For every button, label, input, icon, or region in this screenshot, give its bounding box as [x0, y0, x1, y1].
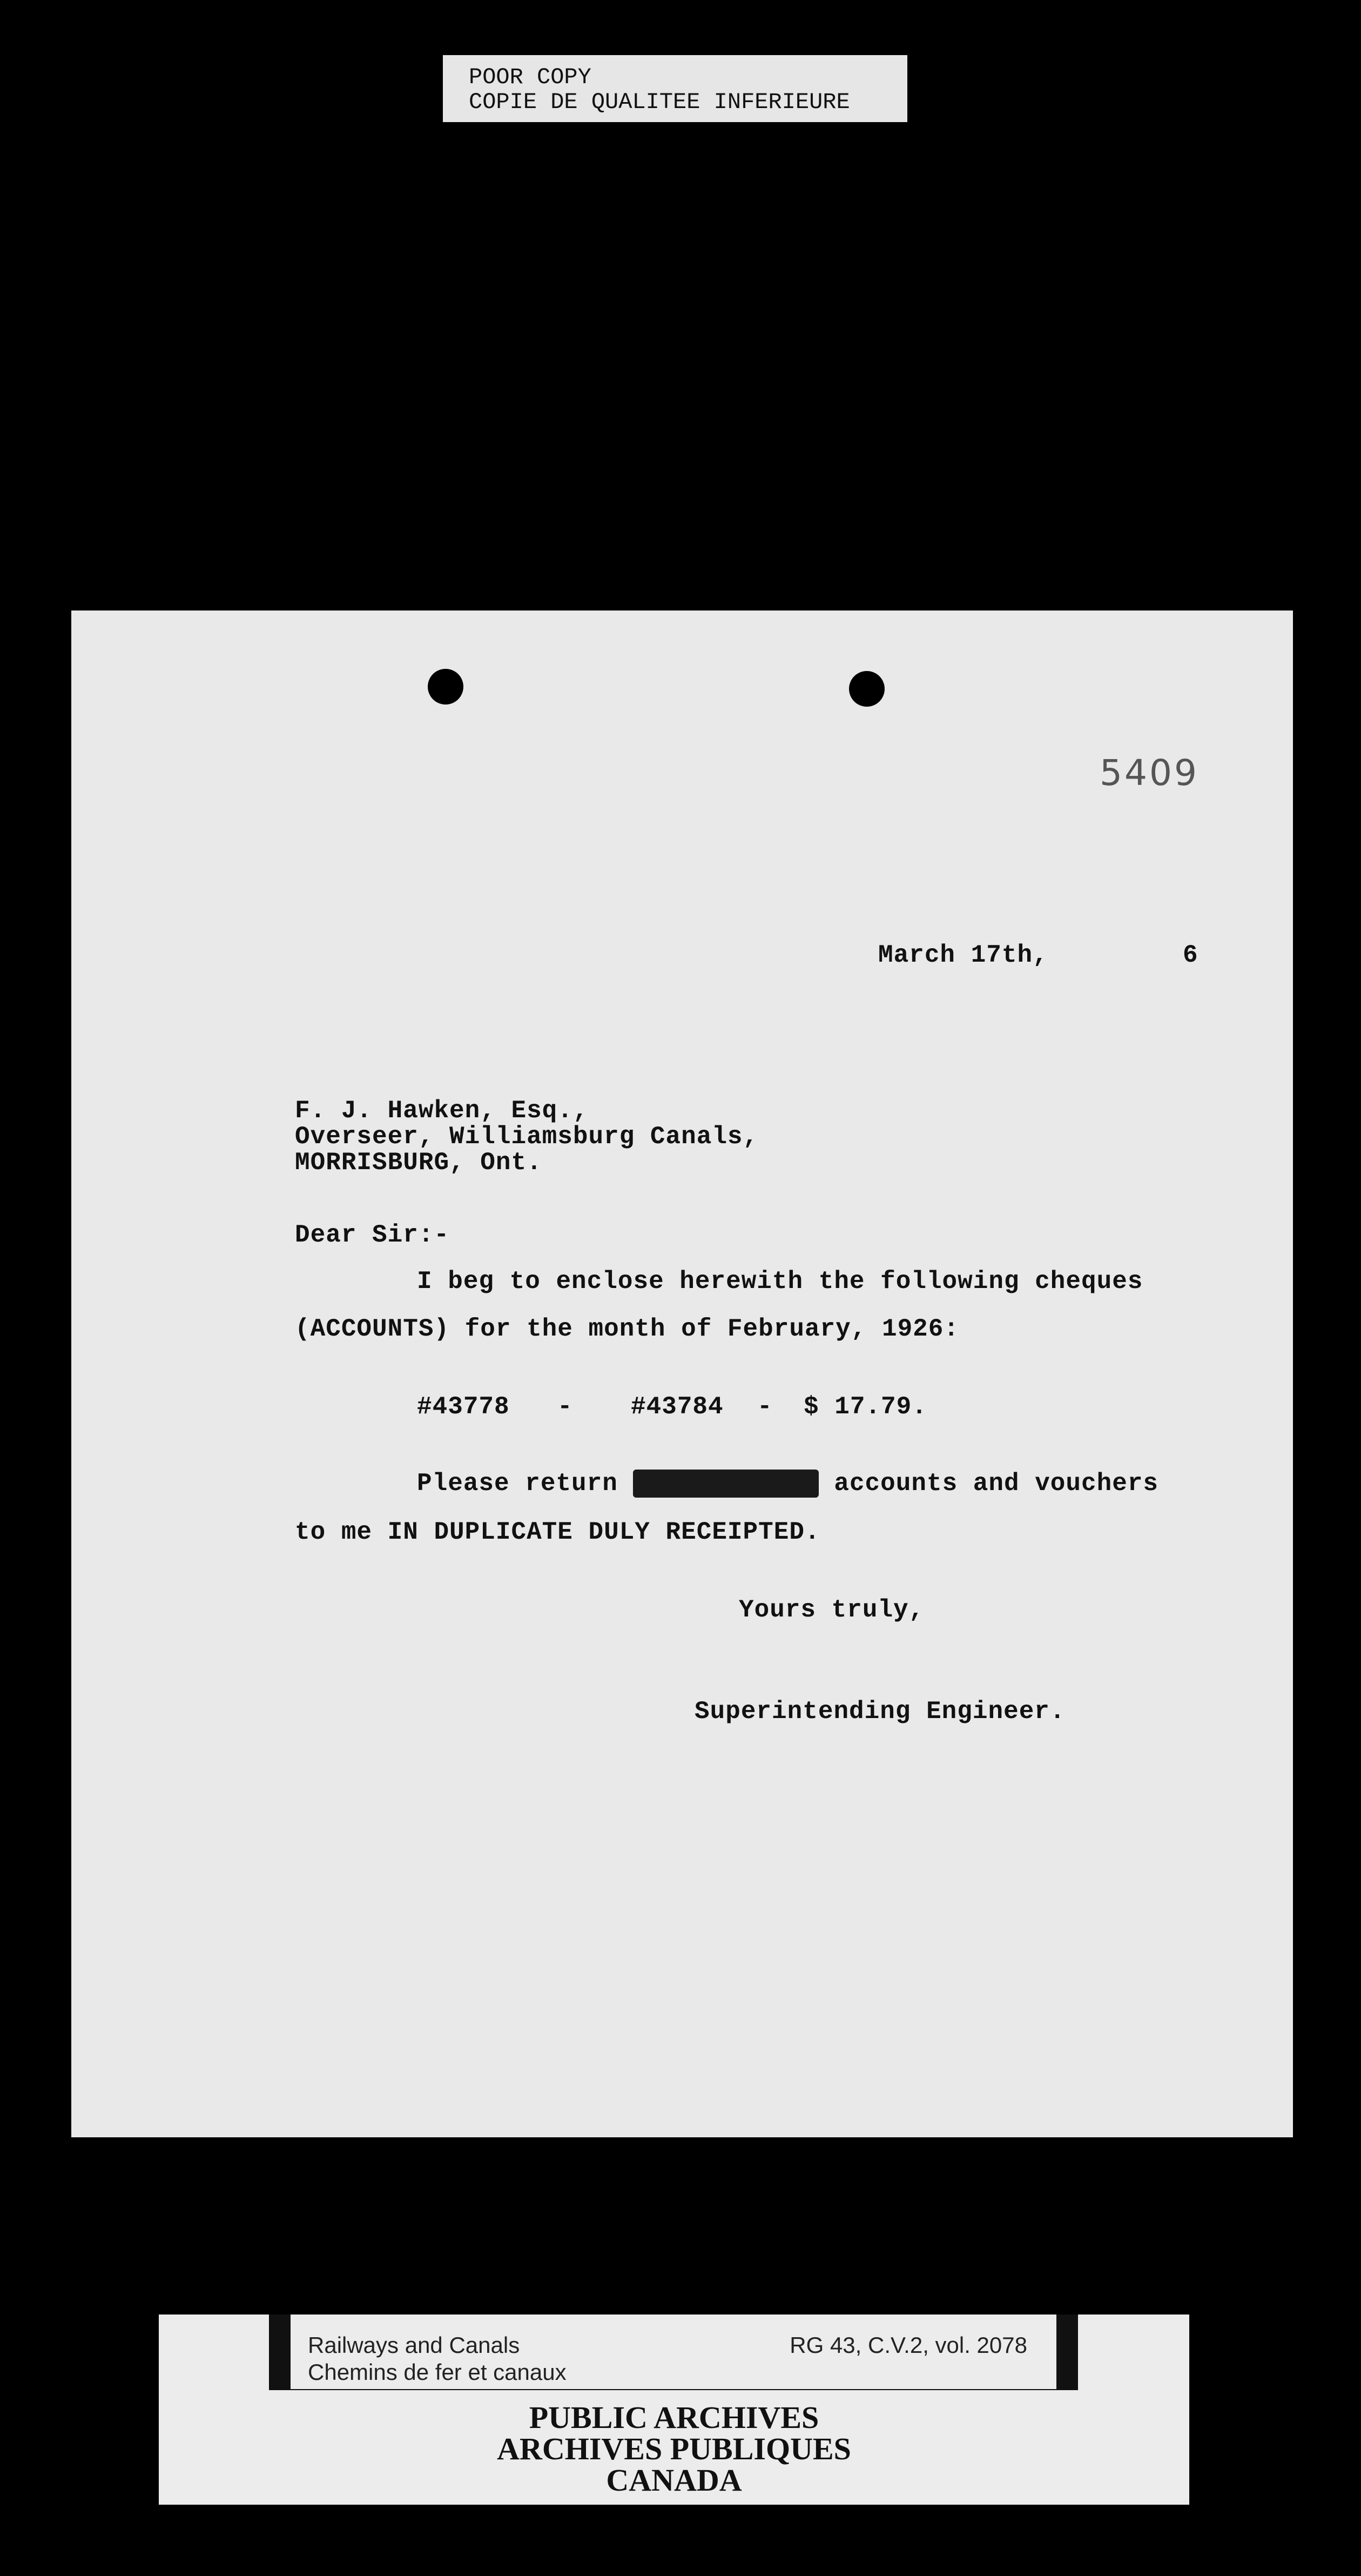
letter-page [71, 611, 1293, 2137]
archives-title [159, 2402, 1189, 2496]
signature-title: Superintending Engineer. [695, 1698, 1066, 1726]
poor-copy-stamp [443, 55, 907, 122]
archives-title-fr: ARCHIVES PUBLIQUES [497, 2431, 851, 2466]
redacted-text [633, 1470, 818, 1498]
recipient-line-1: F. J. Hawken, Esq., [295, 1097, 589, 1125]
body-paragraph-2-end: accounts and vouchers [834, 1470, 1159, 1498]
series-name-fr: Chemins de fer et canaux [308, 2359, 567, 2385]
archive-number: 5409 [1100, 752, 1199, 794]
body-paragraph-2-start: Please return [417, 1470, 618, 1498]
series-name-en: Railways and Canals [308, 2332, 520, 2358]
archives-country: CANADA [606, 2463, 742, 2498]
punch-hole-left [428, 669, 463, 705]
archives-title-en: PUBLIC ARCHIVES [529, 2400, 819, 2435]
cheque-number-from: #43778 [417, 1393, 510, 1421]
punch-hole-right [849, 671, 885, 707]
cheque-dash-2: - [757, 1393, 773, 1421]
recipient-line-3: MORRISBURG, Ont. [295, 1149, 542, 1177]
cheque-dash-1: - [557, 1393, 573, 1421]
salutation: Dear Sir:- [295, 1221, 450, 1249]
stamp-line-1: POOR COPY [469, 64, 591, 90]
recipient-line-2: Overseer, Williamsburg Canals, [295, 1123, 759, 1151]
letter-date: March 17th, [878, 941, 1048, 969]
body-paragraph-2-line-1 [417, 1470, 1158, 1498]
letter-date-suffix: 6 [1183, 941, 1198, 969]
body-paragraph-1-line-1: I beg to enclose herewith the following cheques [417, 1267, 1143, 1296]
stamp-line-2: COPIE DE QUALITEE INFERIEURE [469, 89, 850, 115]
body-paragraph-2-line-2: to me IN DUPLICATE DULY RECEIPTED. [295, 1518, 820, 1546]
cheque-amount: $ 17.79. [804, 1393, 927, 1421]
footer-label [291, 2315, 1056, 2389]
archive-reference: RG 43, C.V.2, vol. 2078 [790, 2332, 1027, 2358]
body-paragraph-1-line-2: (ACCOUNTS) for the month of February, 1926: [295, 1315, 959, 1343]
cheque-number-to: #43784 [631, 1393, 724, 1421]
closing: Yours truly, [739, 1596, 925, 1624]
